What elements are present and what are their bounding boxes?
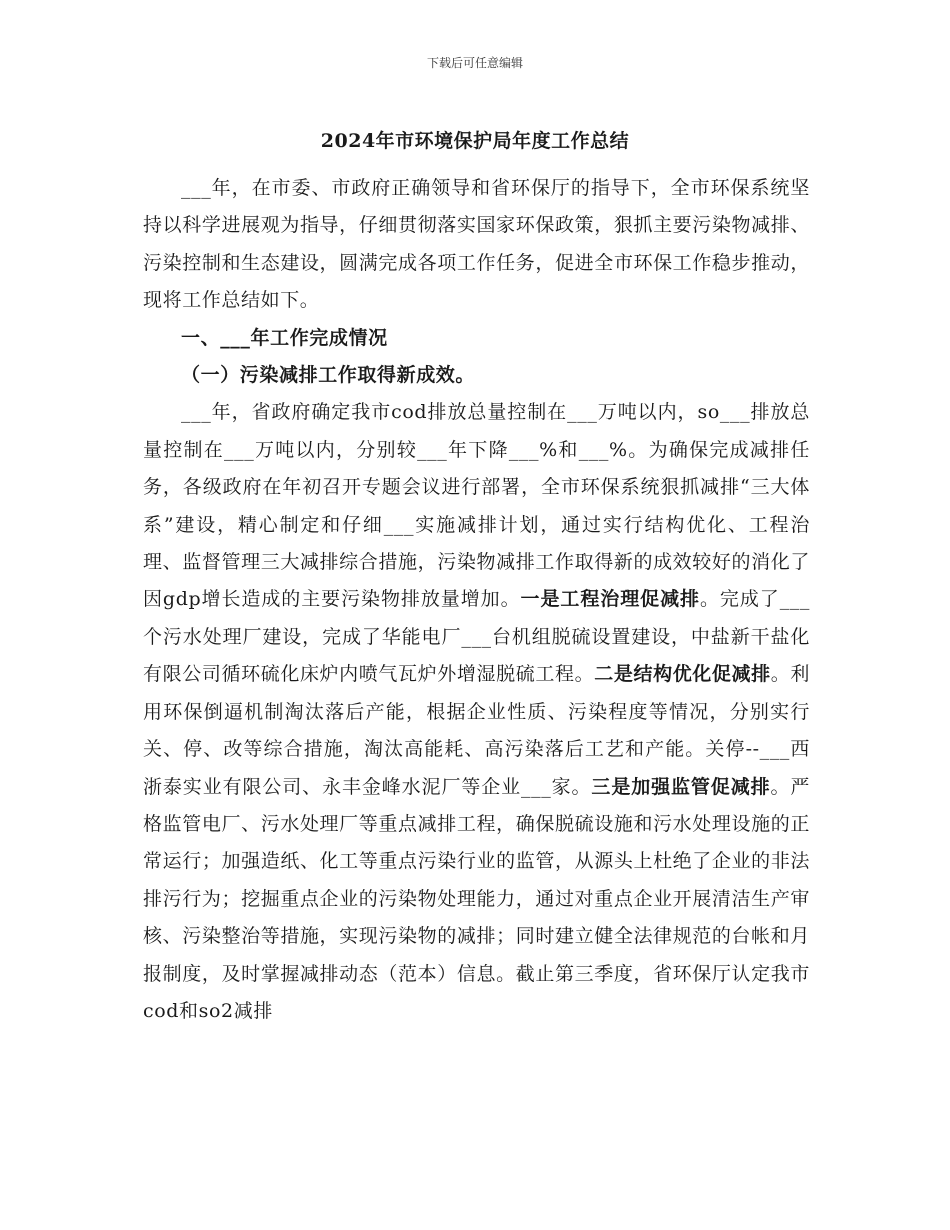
bold-phrase-structure: 二是结构优化促减排 <box>594 663 771 686</box>
subsection-heading: （一）污染减排工作取得新成效。 <box>181 364 476 387</box>
paragraph-text: ___年，省政府确定我市cod排放总量控制在___万吨以内，so___排放总量控制在___万吨以内，分别较___年下降___%和___%。为确保完成减排任务，各级政府在年初召开专题会议进行部署，全市环保系统狠抓减排“三大体系”建设，精心制定和仔细___实施减排计划，通过实行结构优化、工程治理、监督管理三大减排综合措施，污染物减排工作取得新的成效较好的消化了因gdp增长造成的主要污染物排放量增加。 <box>143 401 810 611</box>
bold-phrase-engineering: 一是工程治理促减排 <box>520 588 700 611</box>
section-heading: 一、___年工作完成情况 <box>181 326 388 349</box>
document-body <box>143 170 810 1030</box>
header-note: 下载后可任意编辑 <box>426 56 523 70</box>
emission-reduction-paragraph <box>143 394 810 1030</box>
paragraph-text: 。利用环保倒逼机制淘汰落后产能，根据企业性质、污染程度等情况，分别实行关、停、改等综合措施，淘汰高能耗、高污染落后工艺和产能。关停--___西浙泰实业有限公司、永丰金峰水泥厂等企业___家。 <box>143 663 810 798</box>
paragraph-text: 。严格监管电厂、污水处理厂等重点减排工程，确保脱硫设施和污水处理设施的正常运行；加强造纸、化工等重点污染行业的监管，从源头上杜绝了企业的非法排污行为；挖掘重点企业的污染物处理能力，通过对重点企业开展清洁生产审核、污染整治等措施，实现污染物的减排；同时建立健全法律规范的台帐和月报制度，及时掌握减排动态（范本）信息。截止第三季度，省环保厅认定我市cod和so2减排 <box>143 775 810 1022</box>
document-title: 2024年市环境保护局年度工作总结 <box>320 130 630 152</box>
paragraph-text: 。完成了___个污水处理厂建设，完成了华能电厂___台机组脱硫设置建设，中盐新干盐化有限公司循环硫化床炉内喷气瓦炉外增湿脱硫工程。 <box>143 588 810 686</box>
intro-paragraph: ___年，在市委、市政府正确领导和省环保厅的指导下，全市环保系统坚持以科学进展观为指导，仔细贯彻落实国家环保政策，狠抓主要污染物减排、污染控制和生态建设，圆满完成各项工作任务，促进全市环保工作稳步推动，现将工作总结如下。 <box>143 177 810 312</box>
bold-phrase-supervision: 三是加强监管促减排 <box>591 775 771 798</box>
